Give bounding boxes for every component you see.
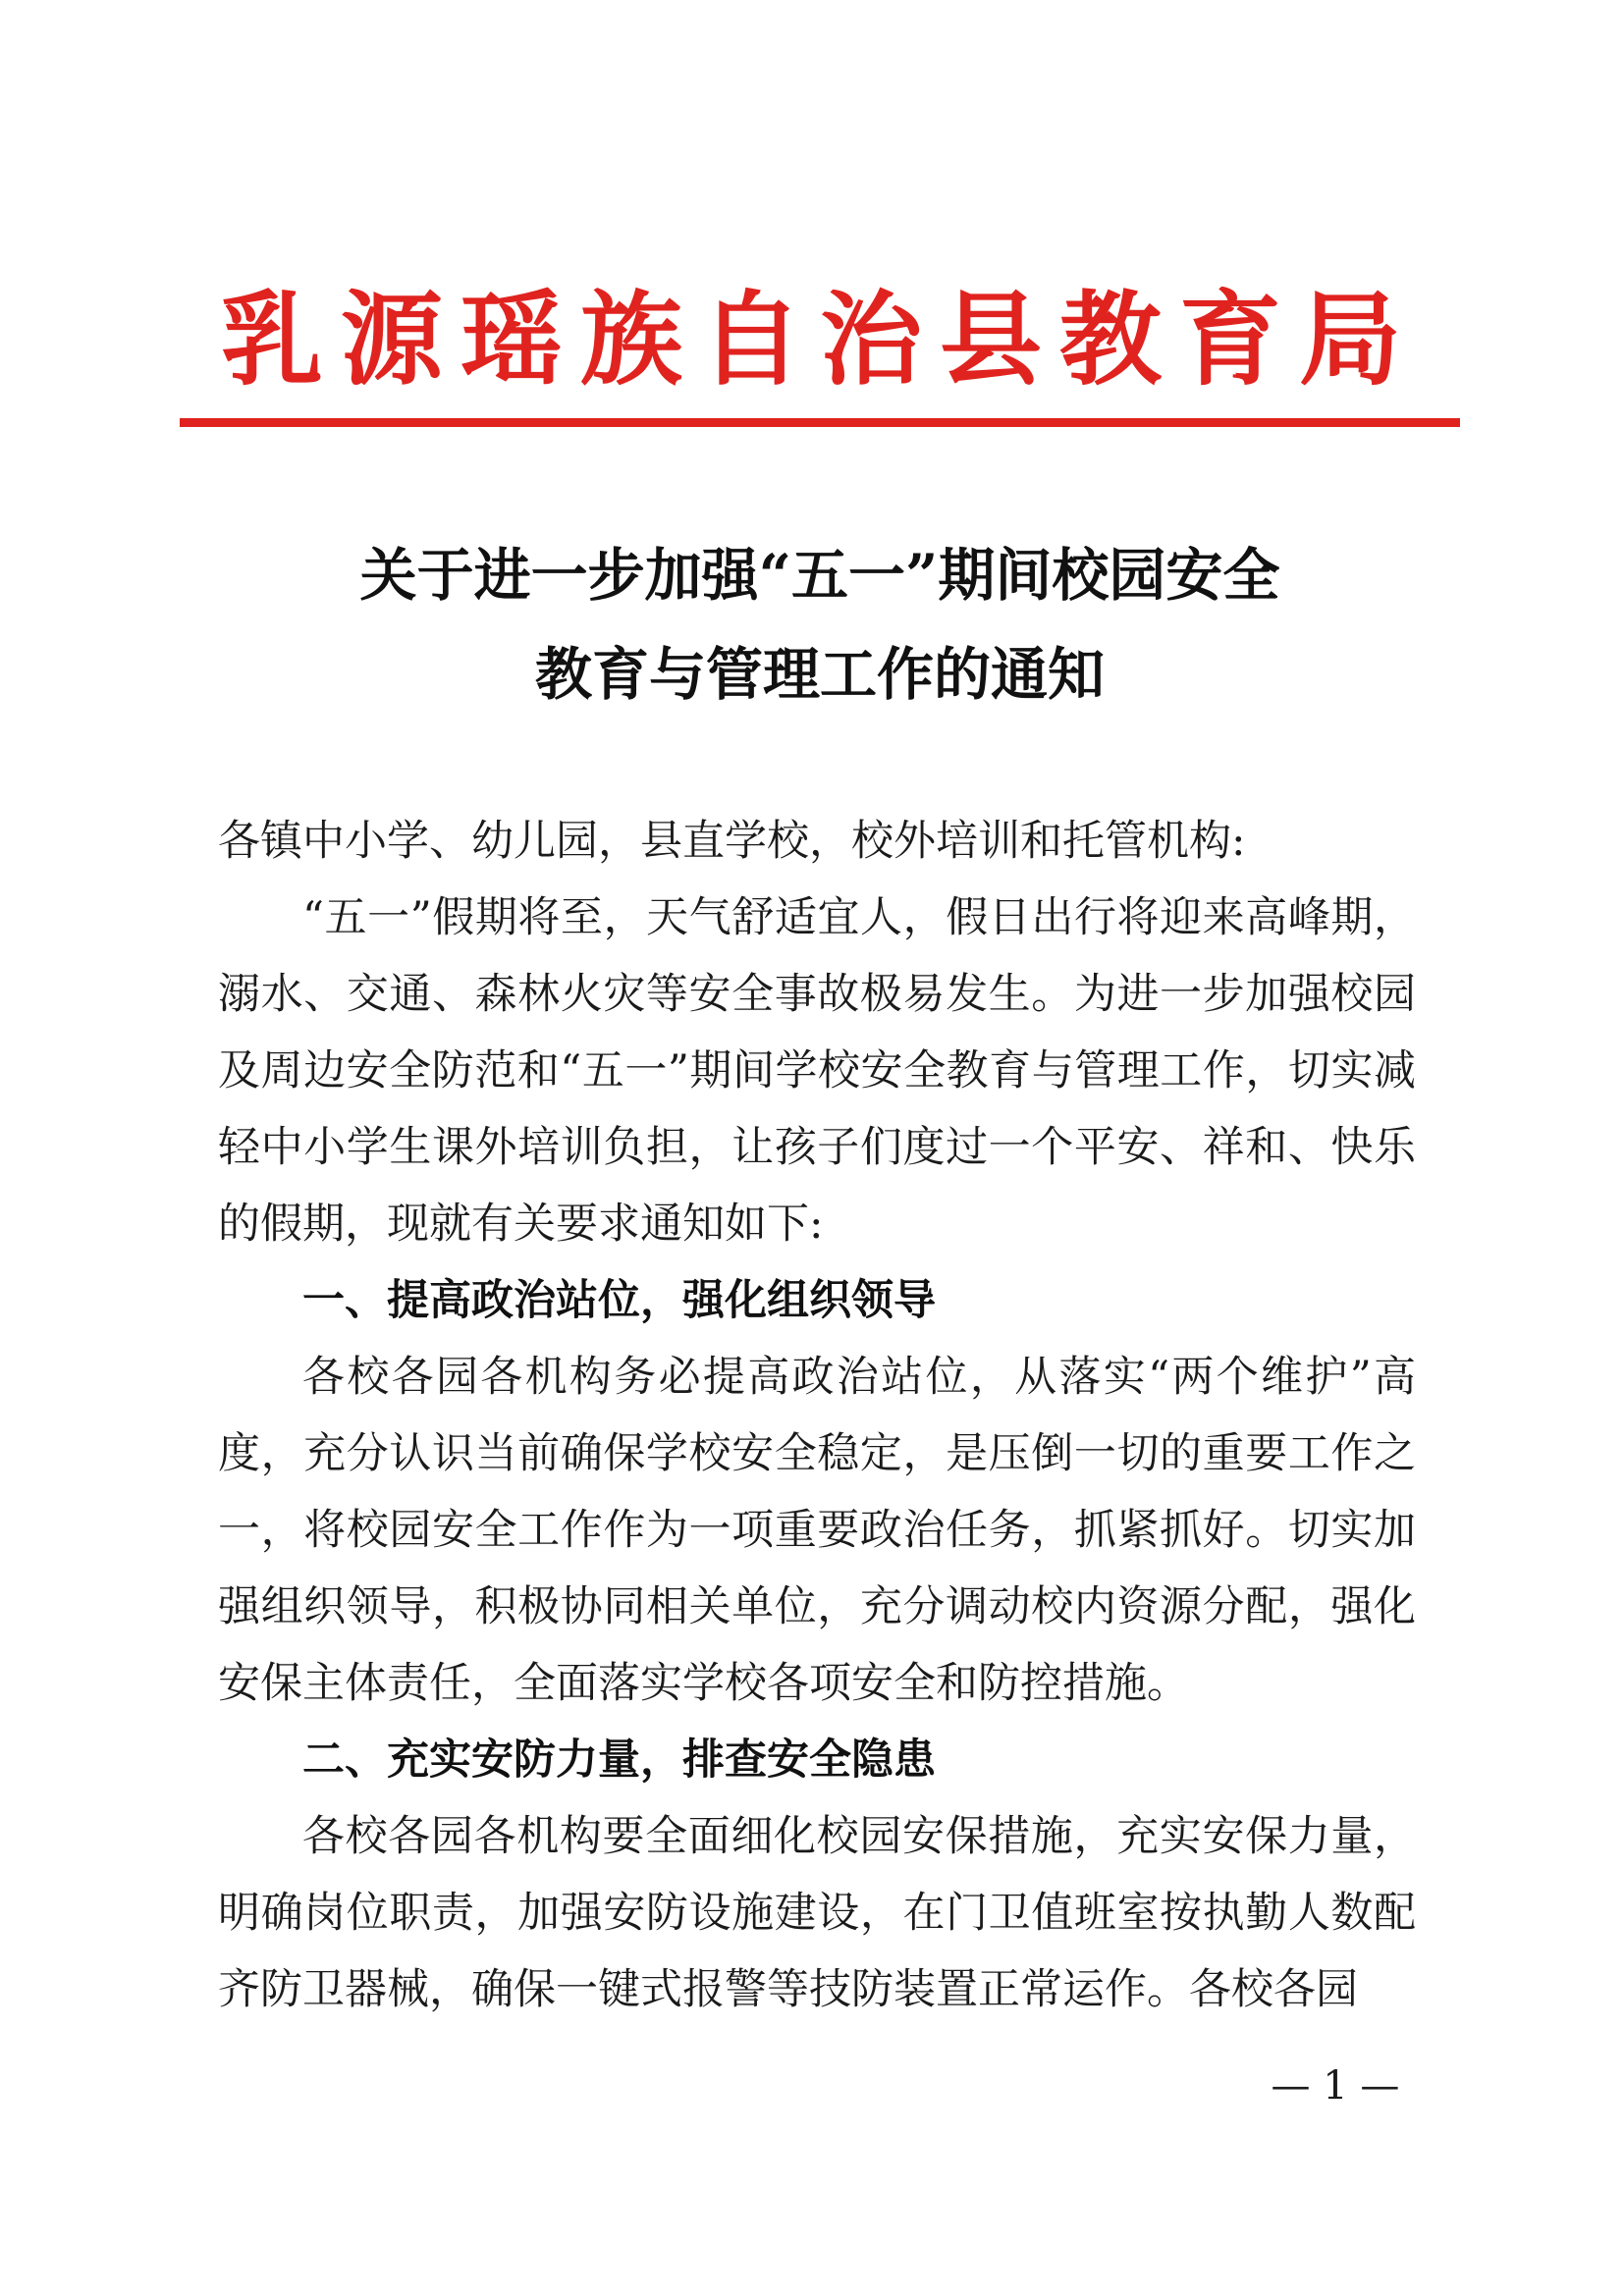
letterhead-red-rule [180,418,1460,427]
section-heading-2: 二、充实安防力量，排查安全隐患 [302,1735,936,1785]
section-heading-1: 一、提高政治站位，强化组织领导 [302,1276,936,1325]
section-body-1: 各校各园各机构务必提高政治站位，从落实“两个维护”高度，充分认识当前确保学校安全稳定，是压倒一切的重要工作之一，将校园安全工作作为一项重要政治任务，抓紧抓好。切实加强组织领导，积极协同相关单位，充分调动校内资源分配，强化安保主体责任，全面落实学校各项安全和防控措施。 [218,1353,1416,1708]
letterhead-org-name: 乳源瑶族自治县教育局 [220,279,1419,400]
document-title-line-2: 教育与管理工作的通知 [534,641,1105,708]
intro-paragraph: “五一”假期将至，天气舒适宜人，假日出行将迎来高峰期，溺水、交通、森林火灾等安全事故极易发生。为进一步加强校园及周边安全防范和“五一”期间学校安全教育与管理工作，切实减轻中小学生课外培训负担，让孩子们度过一个平安、祥和、快乐的假期，现就有关要求通知如下: [218,893,1416,1249]
section-body-2: 各校各园各机构要全面细化校园安保措施，充实安保力量，明确岗位职责，加强安防设施建设，在门卫值班室按执勤人数配齐防卫器械，确保一键式报警等技防装置正常运作。各校各园 [218,1812,1416,2014]
salutation: 各镇中小学、幼儿园，县直学校，校外培训和托管机构: [218,817,1246,866]
page-number: — 1 — [1271,2063,1400,2109]
document-title-line-1: 关于进一步加强“五一”期间校园安全 [359,542,1280,609]
